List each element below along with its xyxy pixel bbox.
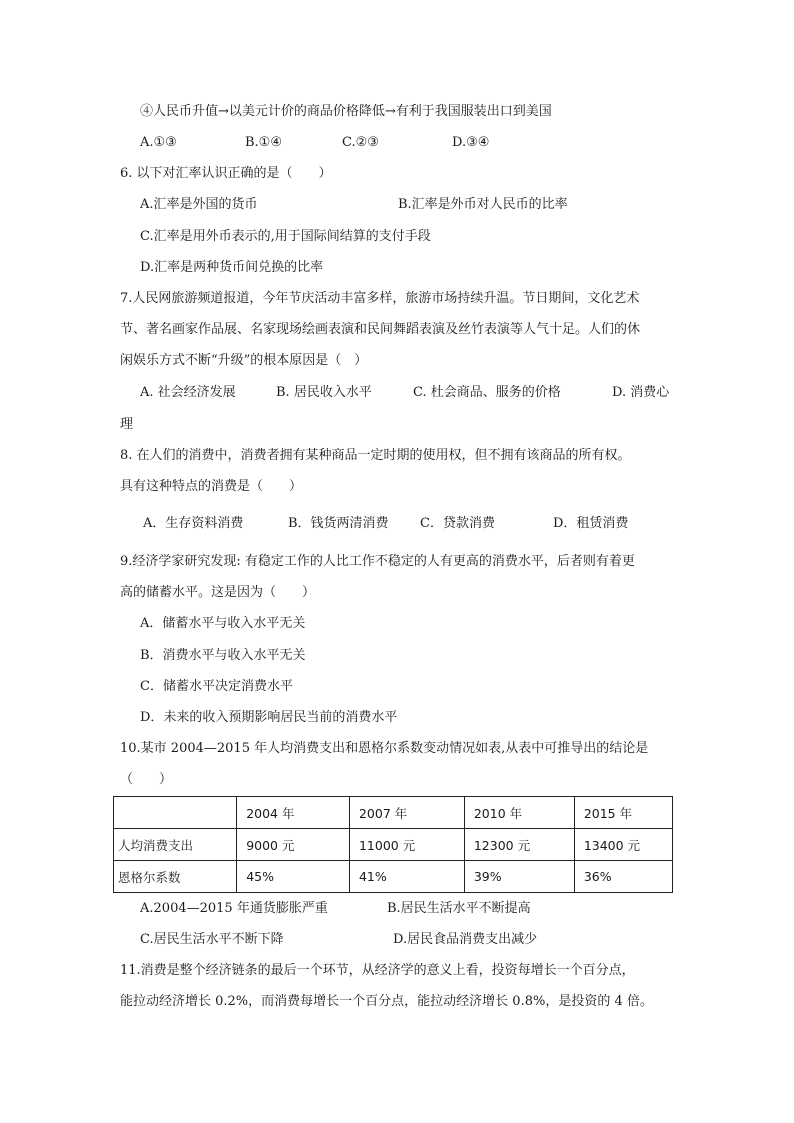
q7-option-c: C. 杜会商品、服务的价格 — [413, 385, 561, 400]
q10-option-b: B.居民生活水平不断提高 — [387, 901, 531, 916]
table-header-cell: 2007 年 — [349, 797, 464, 829]
q5-option-a: A.①③ — [140, 135, 177, 150]
table-cell: 11000 元 — [349, 829, 464, 861]
q9-stem-line-1: 9.经济学家研究发现: 有稳定工作的人比工作不稳定的人有更高的消费水平，后者则有着更 — [120, 554, 635, 569]
q10-stem-line-2: （ ） — [120, 772, 173, 787]
table-cell: 13400 元 — [574, 829, 672, 861]
q5-item4: ④人民币升值→以美元计价的商品价格降低→有利于我国服装出口到美国 — [140, 104, 552, 119]
q6-option-b: B.汇率是外币对人民币的比率 — [398, 197, 568, 212]
table-cell: 36% — [574, 861, 672, 893]
q7-option-d: D. 消费心 — [612, 385, 670, 400]
table-cell: 12300 元 — [464, 829, 574, 861]
q8-option-b: B．钱货两清消费 — [288, 516, 389, 531]
table-row-label: 人均消费支出 — [114, 829, 237, 861]
q8-option-c: C．贷款消费 — [420, 516, 495, 531]
table-cell: 41% — [349, 861, 464, 893]
q10-option-a: A.2004—2015 年通货膨胀严重 — [140, 901, 328, 916]
q8-stem-line-1: 8. 在人们的消费中，消费者拥有某种商品一定时期的使用权，但不拥有该商品的所有权。 — [120, 448, 631, 463]
q10-option-d: D.居民食品消费支出减少 — [393, 932, 538, 947]
q6-stem: 6. 以下对汇率认识正确的是（ ） — [120, 166, 332, 181]
q6-option-d: D.汇率是两种货币间兑换的比率 — [140, 260, 324, 275]
q7-option-b: B. 居民收入水平 — [276, 385, 372, 400]
q9-option-c: C．储蓄水平决定消费水平 — [140, 679, 293, 694]
table-header-row — [114, 797, 673, 829]
q8-option-a: A．生存资料消费 — [143, 516, 244, 531]
q10-option-c: C.居民生活水平不断下降 — [140, 932, 284, 947]
table-cell: 45% — [237, 861, 350, 893]
q8-stem-line-2: 具有这种特点的消费是（ ） — [120, 479, 303, 494]
consumption-table — [113, 796, 673, 893]
table-cell: 39% — [464, 861, 574, 893]
q7-option-a: A. 社会经济发展 — [140, 385, 236, 400]
table-header-cell: 2010 年 — [464, 797, 574, 829]
table-header-cell: 2004 年 — [237, 797, 350, 829]
q5-option-d: D.③④ — [452, 135, 490, 150]
table-row — [114, 861, 673, 893]
q9-option-b: B．消费水平与收入水平无关 — [140, 648, 306, 663]
q5-option-b: B.①④ — [245, 135, 282, 150]
table-header-cell — [114, 797, 237, 829]
q5-option-c: C.②③ — [342, 135, 379, 150]
q7-stem-line-1: 7.人民网旅游频道报道，今年节庆活动丰富多样，旅游市场持续升温。节日期间，文化艺术 — [120, 291, 640, 306]
table-cell: 9000 元 — [237, 829, 350, 861]
q8-option-d: D．租赁消费 — [553, 516, 629, 531]
table-header-cell: 2015 年 — [574, 797, 672, 829]
q9-option-a: A．储蓄水平与收入水平无关 — [140, 616, 306, 631]
table-row-label: 恩格尔系数 — [114, 861, 237, 893]
q9-stem-line-2: 高的储蓄水平。这是因为（ ） — [120, 585, 316, 600]
q6-option-c: C.汇率是用外币表示的,用于国际间结算的支付手段 — [140, 229, 431, 244]
q11-stem-line-2: 能拉动经济增长 0.2%，而消费每增长一个百分点，能拉动经济增长 0.8%，是投资的 4 倍。 — [120, 994, 653, 1009]
q7-stem-line-2: 节、著名画家作品展、名家现场绘画表演和民间舞蹈表演及丝竹表演等人气十足。人们的休 — [120, 322, 641, 337]
q11-stem-line-1: 11.消费是整个经济链条的最后一个环节，从经济学的意义上看，投资每增长一个百分点， — [120, 963, 635, 978]
table-row — [114, 829, 673, 861]
q9-option-d: D．未来的收入预期影响居民当前的消费水平 — [140, 710, 398, 725]
q7-stem-line-3: 闲娱乐方式不断“升级”的根本原因是（ ） — [120, 353, 368, 368]
q6-option-a: A.汇率是外国的货币 — [140, 197, 258, 212]
q7-option-d-wrap: 理 — [120, 417, 134, 432]
q10-stem-line-1: 10.某市 2004—2015 年人均消费支出和恩格尔系数变动情况如表,从表中可推导出的结论是 — [120, 741, 649, 756]
